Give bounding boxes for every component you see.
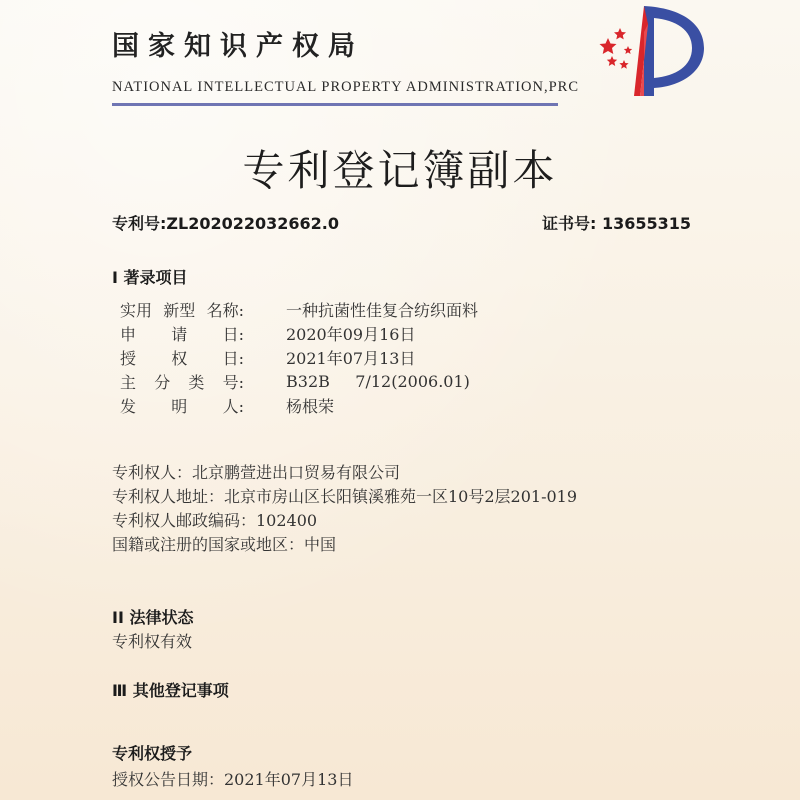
star-icon bbox=[624, 46, 632, 54]
certificate-number: 证书号: 13655315 bbox=[542, 214, 692, 233]
cnipa-logo-icon bbox=[584, 2, 714, 102]
row-grant-date bbox=[120, 345, 478, 369]
row-label: 实用 新型 名称: bbox=[120, 300, 244, 320]
row-application-date bbox=[120, 321, 478, 345]
patent-number: 专利号:ZL202022032662.0 bbox=[112, 214, 340, 233]
grant-title: 专利权授予 bbox=[112, 744, 193, 763]
patentee-block bbox=[112, 461, 577, 557]
row-main-classification bbox=[120, 369, 478, 393]
organization-name-en: NATIONAL INTELLECTUAL PROPERTY ADMINISTRATION,PRC bbox=[112, 79, 580, 95]
row-value: 2020年09月16日 bbox=[286, 324, 416, 344]
row-value: 一种抗菌性佳复合纺织面料 bbox=[286, 300, 479, 320]
patentee-postcode: 专利权人邮政编码：102400 bbox=[112, 511, 318, 530]
row-label: 申 请 日: bbox=[120, 324, 244, 344]
row-value: B32B 7/12(2006.01) bbox=[286, 371, 470, 391]
row-utility-model-name bbox=[120, 297, 478, 321]
row-value: 杨根荣 bbox=[286, 396, 335, 416]
row-label: 授 权 日: bbox=[120, 348, 244, 368]
section-1-heading: I 著录项目 bbox=[112, 268, 188, 287]
row-label: 发 明 人: bbox=[120, 396, 244, 416]
star-icon bbox=[607, 56, 617, 66]
section-3-heading: Ⅲ 其他登记事项 bbox=[112, 681, 229, 700]
star-icon bbox=[600, 38, 617, 54]
grant-announcement-date: 授权公告日期：2021年07月13日 bbox=[112, 770, 354, 789]
organization-name-cn: 国家知识产权局 bbox=[112, 31, 364, 62]
row-inventor bbox=[120, 393, 478, 417]
section-2-heading: II 法律状态 bbox=[112, 608, 194, 627]
row-value: 2021年07月13日 bbox=[286, 348, 416, 368]
bibliographic-table bbox=[120, 297, 478, 417]
star-icon bbox=[619, 60, 628, 69]
patentee-address: 专利权人地址：北京市房山区长阳镇溪雅苑一区10号2层201-019 bbox=[112, 487, 578, 506]
document-title: 专利登记簿副本 bbox=[242, 146, 558, 195]
star-icon bbox=[614, 28, 626, 39]
header-divider bbox=[112, 103, 558, 106]
row-label: 主 分 类 号: bbox=[120, 372, 244, 392]
legal-status-text: 专利权有效 bbox=[112, 632, 193, 651]
patentee-name: 专利权人：北京鹏萱进出口贸易有限公司 bbox=[112, 463, 401, 482]
patentee-nationality: 国籍或注册的国家或地区：中国 bbox=[112, 535, 337, 554]
